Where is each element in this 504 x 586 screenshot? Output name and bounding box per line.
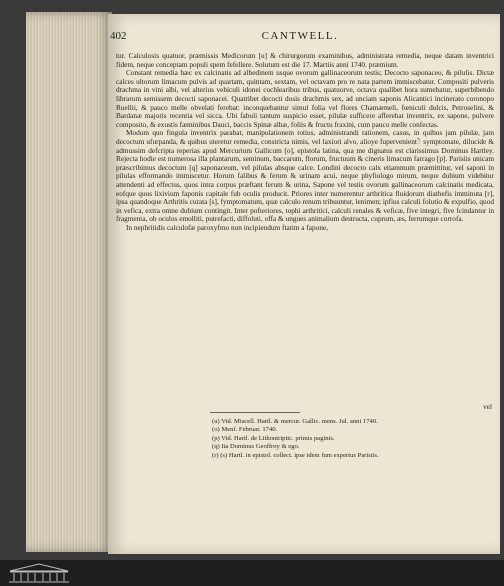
catchword: vel bbox=[483, 402, 492, 411]
page-number: 402 bbox=[110, 30, 127, 42]
paragraph: Constant remedia hæc ex calcinatis ad albedinem usque ovorum gallinaceorum testis; Decocto saponaceo, & pilulis. Dictæ calces ultorum limacum pulvis ad quartam, quintam, sextam, vel octavam pro re nata partem immiscebatur. Compositi pulveris drachma in vini albi, vel alterius vehiculi idonei cochlearibus tribus, quatuorve, octava qualibet hora sumebatur, superbibendo librarum semissem decocti saponacei. Quatribet decocti dosis drachmis sex, ad unciam saponis Alicantici incinerato coronopo Ruellii, & pauco melle obvelati ferebat: inconquebantur simul folia vel flores Chamæmeli, fœniculi dulcis, Petroselini, & Bardanæ majoris recentia vel sicca. Ubi fabuli tantum suspicio esset, pilulæ sufficere afferebat inventrix, ex sapone, pulvere composito, & exustis fæminibus Dauci, baccis Spinæ albæ, foliis & fructu fraxini, cum pauco melle confectas. bbox=[116, 68, 494, 129]
footnote: (r) (s) Hartl. in epistol. collect. ipse idem fum expertus Parisiis. bbox=[212, 451, 379, 459]
footnote: (u) Vid. Miscell. Hartl. & mercur. Gallic. mens. Jul. anni 1740. bbox=[212, 418, 378, 425]
footnote: (o) Menf. Februar. 1740. bbox=[212, 426, 278, 434]
footnote: (q) Ita Dominus Geoffroy & ego. bbox=[212, 443, 300, 451]
footnote: (p) Vid. Hartl. de Lithontriptic. primis paginis. bbox=[212, 434, 335, 442]
running-head: CANTWELL. bbox=[261, 30, 339, 42]
library-building-logo-icon bbox=[6, 562, 72, 584]
viewer-bottom-bar bbox=[0, 560, 504, 586]
paragraph: tur. Calculosis quatuor, præmissis Medicorum [u] & chirurgorum examinibus, administrata remedia, neque datam inventrici fidem, neque conceptam populi spem fefellere. Solutum est die 17. Martiis anni 1740. præmium. bbox=[116, 51, 494, 69]
book-page-edges bbox=[26, 12, 112, 552]
paragraph: In nephritidis calculofæ paroxyfmo non incipiendum ftatim a fapone, bbox=[126, 222, 329, 232]
page-header bbox=[110, 30, 490, 44]
body-text bbox=[116, 52, 494, 232]
footnotes bbox=[212, 418, 494, 460]
paragraph: Modum quo fingula inventrix parabat, manipulationem totius, administrandi rationem, casus, in quibus jam pilulæ, jam decoctum ufurpanda, & quibus uteretur remedia, constricta nimis, vel laxiori alvo, alioye fupervenientे symptomate, dilucide & admussim defcripta reperias apud Mercurium Gallicum [o], epistola latina, qua me dignatus est clarissimus Dominus Hartley. Rejecta hodie est numerosa illa plantarum, seminum, baccarum, florum, fructuum & cineris limacum farrago [p]. Parisiis unicam præscribimus decoctum [q] saponaceum, vel pilulas absque calce. Londini decocto calx etiammum præmittitur, vel saponi in pilulas efformando immiscetur. Horum falibus & ferum & urinam acui, neque phyfiologo mirum, neque dubium videbitur attendenti ad effectus, quos intra corpus præftant ferum & urina, Sapone vel testis ovorum gallinaceorum calcinatis medicata, eofque quos lixivium faponis capitale fub oculis producit. Priores inter numerentur arthritica fluidorum diathefis imminuta [r], ipsa quandoque Arthritis curata [s], fymptomatum, quæ calculo renum tribuuntur, lenimen; ipfius calculi folutio & expulfio, quod in vefica, extra omne dubium contingit. Inter pofteriores, tophi arthritici, calculi renales & veficæ, five integri, five fcindantur in fragmenta, ob oculos emolliti, putrefacti, diffoluti, offa & ungues animalium destructa, cuprum, æs, ferrumque corrofa. bbox=[116, 128, 494, 224]
footnote-rule bbox=[210, 412, 300, 413]
